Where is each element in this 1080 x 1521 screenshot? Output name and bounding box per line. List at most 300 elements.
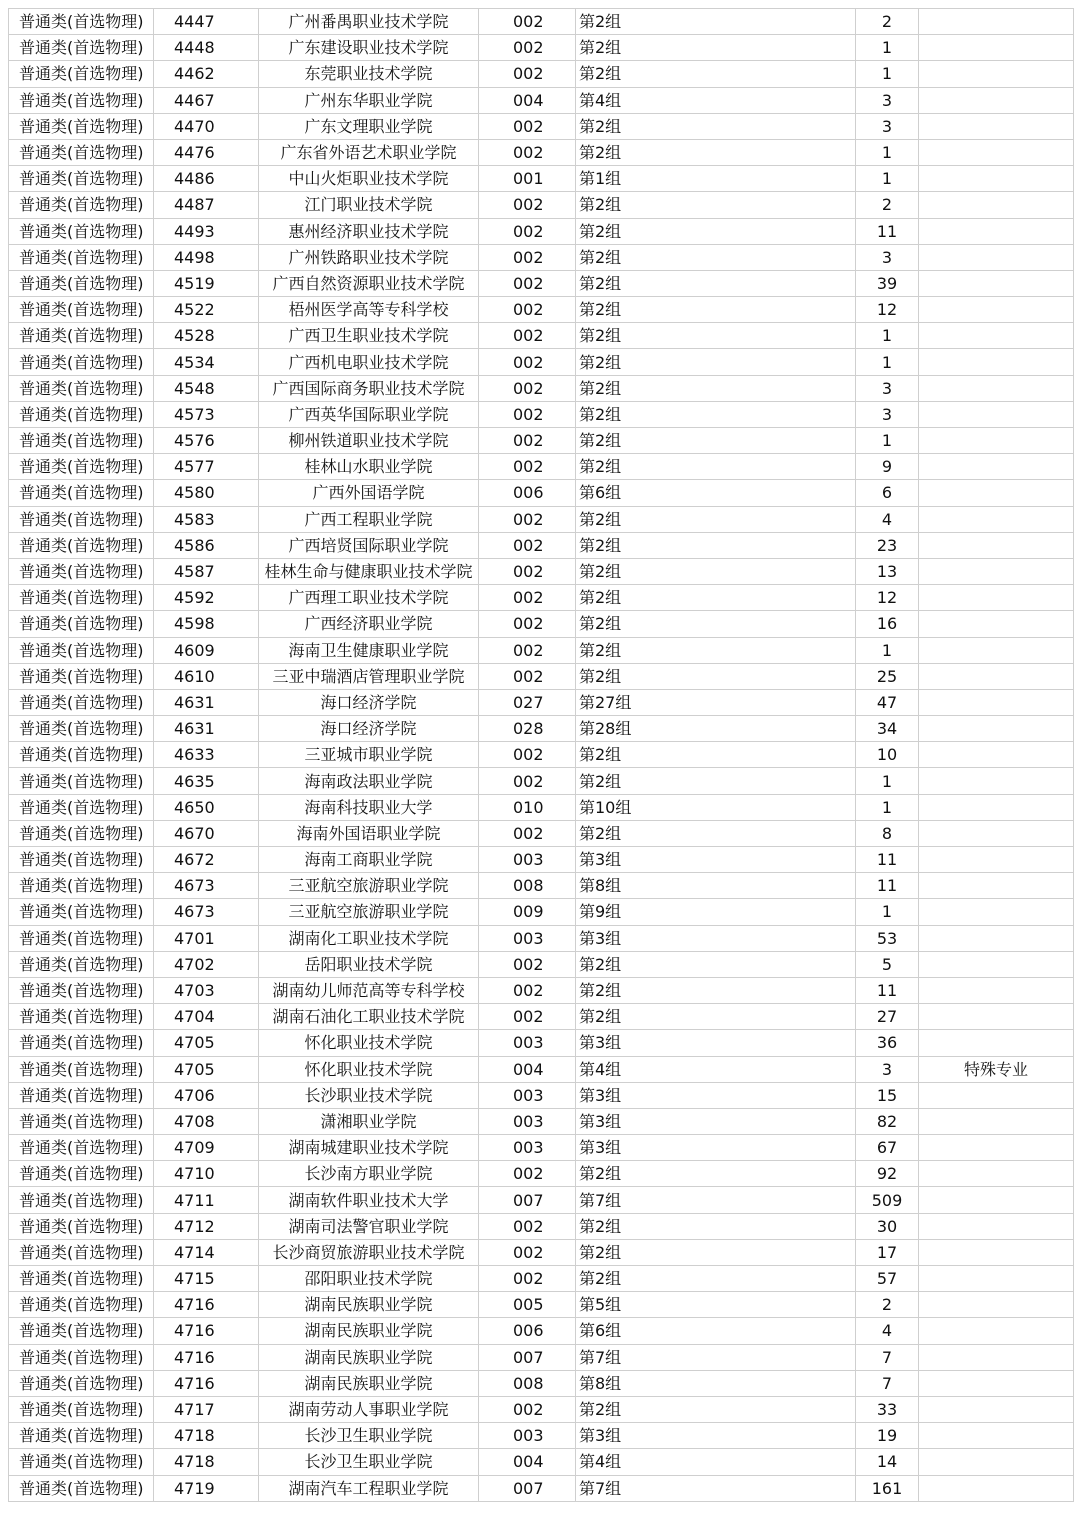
plan-count-cell: 4 xyxy=(856,506,919,532)
plan-count-cell: 19 xyxy=(856,1423,919,1449)
plan-count-cell: 3 xyxy=(856,87,919,113)
table-row xyxy=(9,1004,1074,1030)
school-code-cell: 4470 xyxy=(154,113,259,139)
school-name-cell: 广西理工职业技术学院 xyxy=(259,585,479,611)
group-code-cell: 028 xyxy=(479,716,576,742)
school-code-cell: 4548 xyxy=(154,375,259,401)
category-cell: 普通类(首选物理) xyxy=(9,1213,154,1239)
plan-count-cell: 3 xyxy=(856,244,919,270)
group-name-cell: 第2组 xyxy=(576,637,856,663)
school-name-cell: 湖南民族职业学院 xyxy=(259,1370,479,1396)
category-cell: 普通类(首选物理) xyxy=(9,585,154,611)
group-name-cell: 第5组 xyxy=(576,1292,856,1318)
group-name-cell: 第28组 xyxy=(576,716,856,742)
group-name-cell: 第4组 xyxy=(576,1056,856,1082)
school-name-cell: 广东省外语艺术职业学院 xyxy=(259,139,479,165)
group-code-cell: 002 xyxy=(479,1213,576,1239)
note-cell xyxy=(919,558,1074,584)
note-cell xyxy=(919,873,1074,899)
school-code-cell: 4583 xyxy=(154,506,259,532)
category-cell: 普通类(首选物理) xyxy=(9,9,154,35)
plan-count-cell: 39 xyxy=(856,270,919,296)
group-name-cell: 第2组 xyxy=(576,506,856,532)
school-code-cell: 4610 xyxy=(154,663,259,689)
table-row xyxy=(9,611,1074,637)
school-code-cell: 4493 xyxy=(154,218,259,244)
plan-count-cell: 1 xyxy=(856,323,919,349)
category-cell: 普通类(首选物理) xyxy=(9,1187,154,1213)
school-name-cell: 海南政法职业学院 xyxy=(259,768,479,794)
group-code-cell: 002 xyxy=(479,323,576,349)
group-name-cell: 第2组 xyxy=(576,9,856,35)
school-code-cell: 4462 xyxy=(154,61,259,87)
table-row xyxy=(9,113,1074,139)
note-cell xyxy=(919,1475,1074,1501)
note-cell xyxy=(919,87,1074,113)
plan-count-cell: 92 xyxy=(856,1161,919,1187)
group-name-cell: 第2组 xyxy=(576,218,856,244)
note-cell xyxy=(919,1108,1074,1134)
table-row xyxy=(9,977,1074,1003)
note-cell xyxy=(919,375,1074,401)
school-name-cell: 广州铁路职业技术学院 xyxy=(259,244,479,270)
group-code-cell: 007 xyxy=(479,1187,576,1213)
group-code-cell: 002 xyxy=(479,742,576,768)
category-cell: 普通类(首选物理) xyxy=(9,454,154,480)
note-cell xyxy=(919,977,1074,1003)
note-cell xyxy=(919,192,1074,218)
note-cell xyxy=(919,1135,1074,1161)
school-name-cell: 长沙商贸旅游职业技术学院 xyxy=(259,1239,479,1265)
table-row xyxy=(9,873,1074,899)
group-code-cell: 027 xyxy=(479,689,576,715)
group-code-cell: 002 xyxy=(479,9,576,35)
table-row xyxy=(9,1082,1074,1108)
group-name-cell: 第7组 xyxy=(576,1475,856,1501)
group-code-cell: 002 xyxy=(479,1239,576,1265)
school-code-cell: 4701 xyxy=(154,925,259,951)
plan-count-cell: 1 xyxy=(856,166,919,192)
group-name-cell: 第3组 xyxy=(576,925,856,951)
note-cell xyxy=(919,1266,1074,1292)
group-name-cell: 第9组 xyxy=(576,899,856,925)
school-code-cell: 4670 xyxy=(154,820,259,846)
school-code-cell: 4633 xyxy=(154,742,259,768)
group-code-cell: 003 xyxy=(479,1030,576,1056)
table-row xyxy=(9,899,1074,925)
group-code-cell: 003 xyxy=(479,1423,576,1449)
group-name-cell: 第2组 xyxy=(576,663,856,689)
spreadsheet xyxy=(8,8,1074,1502)
group-name-cell: 第2组 xyxy=(576,585,856,611)
table-row xyxy=(9,428,1074,454)
group-name-cell: 第2组 xyxy=(576,768,856,794)
school-name-cell: 湖南石油化工职业技术学院 xyxy=(259,1004,479,1030)
school-code-cell: 4598 xyxy=(154,611,259,637)
school-name-cell: 怀化职业技术学院 xyxy=(259,1030,479,1056)
group-name-cell: 第3组 xyxy=(576,1082,856,1108)
plan-count-cell: 23 xyxy=(856,532,919,558)
group-name-cell: 第2组 xyxy=(576,1161,856,1187)
school-name-cell: 广西卫生职业技术学院 xyxy=(259,323,479,349)
category-cell: 普通类(首选物理) xyxy=(9,480,154,506)
group-name-cell: 第2组 xyxy=(576,454,856,480)
group-code-cell: 002 xyxy=(479,585,576,611)
plan-count-cell: 11 xyxy=(856,847,919,873)
category-cell: 普通类(首选物理) xyxy=(9,1292,154,1318)
category-cell: 普通类(首选物理) xyxy=(9,244,154,270)
school-code-cell: 4673 xyxy=(154,873,259,899)
school-name-cell: 三亚航空旅游职业学院 xyxy=(259,899,479,925)
note-cell xyxy=(919,139,1074,165)
group-code-cell: 002 xyxy=(479,35,576,61)
school-name-cell: 湖南软件职业技术大学 xyxy=(259,1187,479,1213)
school-name-cell: 梧州医学高等专科学校 xyxy=(259,297,479,323)
school-code-cell: 4573 xyxy=(154,401,259,427)
group-name-cell: 第2组 xyxy=(576,192,856,218)
group-name-cell: 第2组 xyxy=(576,1213,856,1239)
table-row xyxy=(9,925,1074,951)
plan-count-cell: 34 xyxy=(856,716,919,742)
school-name-cell: 东莞职业技术学院 xyxy=(259,61,479,87)
table-body xyxy=(9,9,1074,1502)
table-row xyxy=(9,1266,1074,1292)
school-name-cell: 广东建设职业技术学院 xyxy=(259,35,479,61)
school-code-cell: 4717 xyxy=(154,1396,259,1422)
school-name-cell: 长沙卫生职业学院 xyxy=(259,1423,479,1449)
plan-count-cell: 161 xyxy=(856,1475,919,1501)
note-cell xyxy=(919,663,1074,689)
note-cell xyxy=(919,794,1074,820)
note-cell xyxy=(919,454,1074,480)
school-name-cell: 长沙卫生职业学院 xyxy=(259,1449,479,1475)
group-name-cell: 第3组 xyxy=(576,1030,856,1056)
group-code-cell: 003 xyxy=(479,1108,576,1134)
table-row xyxy=(9,558,1074,584)
school-name-cell: 湖南司法警官职业学院 xyxy=(259,1213,479,1239)
group-code-cell: 008 xyxy=(479,1370,576,1396)
school-code-cell: 4631 xyxy=(154,716,259,742)
category-cell: 普通类(首选物理) xyxy=(9,663,154,689)
table-row xyxy=(9,1292,1074,1318)
school-name-cell: 湖南幼儿师范高等专科学校 xyxy=(259,977,479,1003)
note-cell xyxy=(919,401,1074,427)
category-cell: 普通类(首选物理) xyxy=(9,1004,154,1030)
school-code-cell: 4716 xyxy=(154,1344,259,1370)
plan-count-cell: 3 xyxy=(856,1056,919,1082)
category-cell: 普通类(首选物理) xyxy=(9,1449,154,1475)
note-cell xyxy=(919,218,1074,244)
category-cell: 普通类(首选物理) xyxy=(9,637,154,663)
school-code-cell: 4719 xyxy=(154,1475,259,1501)
school-name-cell: 中山火炬职业技术学院 xyxy=(259,166,479,192)
school-name-cell: 怀化职业技术学院 xyxy=(259,1056,479,1082)
group-code-cell: 003 xyxy=(479,925,576,951)
school-name-cell: 广西培贤国际职业学院 xyxy=(259,532,479,558)
group-code-cell: 004 xyxy=(479,1056,576,1082)
plan-count-cell: 82 xyxy=(856,1108,919,1134)
table-row xyxy=(9,1449,1074,1475)
plan-count-cell: 27 xyxy=(856,1004,919,1030)
school-name-cell: 三亚城市职业学院 xyxy=(259,742,479,768)
school-name-cell: 广州东华职业学院 xyxy=(259,87,479,113)
plan-count-cell: 1 xyxy=(856,35,919,61)
group-name-cell: 第3组 xyxy=(576,847,856,873)
category-cell: 普通类(首选物理) xyxy=(9,1318,154,1344)
plan-count-cell: 14 xyxy=(856,1449,919,1475)
note-cell xyxy=(919,951,1074,977)
school-name-cell: 三亚中瑞酒店管理职业学院 xyxy=(259,663,479,689)
plan-count-cell: 2 xyxy=(856,1292,919,1318)
group-code-cell: 001 xyxy=(479,166,576,192)
school-name-cell: 桂林生命与健康职业技术学院 xyxy=(259,558,479,584)
plan-count-cell: 67 xyxy=(856,1135,919,1161)
table-row xyxy=(9,139,1074,165)
group-code-cell: 007 xyxy=(479,1344,576,1370)
school-name-cell: 广西经济职业学院 xyxy=(259,611,479,637)
school-name-cell: 海南卫生健康职业学院 xyxy=(259,637,479,663)
group-name-cell: 第8组 xyxy=(576,873,856,899)
note-cell xyxy=(919,847,1074,873)
group-name-cell: 第3组 xyxy=(576,1108,856,1134)
note-cell xyxy=(919,742,1074,768)
table-row xyxy=(9,87,1074,113)
note-cell xyxy=(919,113,1074,139)
school-code-cell: 4522 xyxy=(154,297,259,323)
note-cell xyxy=(919,1370,1074,1396)
group-name-cell: 第4组 xyxy=(576,87,856,113)
group-name-cell: 第4组 xyxy=(576,1449,856,1475)
group-code-cell: 010 xyxy=(479,794,576,820)
group-code-cell: 008 xyxy=(479,873,576,899)
note-cell xyxy=(919,166,1074,192)
school-code-cell: 4498 xyxy=(154,244,259,270)
group-code-cell: 002 xyxy=(479,506,576,532)
group-name-cell: 第6组 xyxy=(576,1318,856,1344)
plan-count-cell: 9 xyxy=(856,454,919,480)
category-cell: 普通类(首选物理) xyxy=(9,794,154,820)
school-name-cell: 柳州铁道职业技术学院 xyxy=(259,428,479,454)
school-code-cell: 4586 xyxy=(154,532,259,558)
table-row xyxy=(9,532,1074,558)
group-code-cell: 002 xyxy=(479,663,576,689)
school-code-cell: 4711 xyxy=(154,1187,259,1213)
table-row xyxy=(9,951,1074,977)
school-name-cell: 广西自然资源职业技术学院 xyxy=(259,270,479,296)
category-cell: 普通类(首选物理) xyxy=(9,113,154,139)
category-cell: 普通类(首选物理) xyxy=(9,139,154,165)
group-code-cell: 002 xyxy=(479,61,576,87)
group-name-cell: 第2组 xyxy=(576,375,856,401)
school-code-cell: 4609 xyxy=(154,637,259,663)
table-row xyxy=(9,35,1074,61)
note-cell xyxy=(919,297,1074,323)
group-code-cell: 002 xyxy=(479,454,576,480)
school-code-cell: 4650 xyxy=(154,794,259,820)
note-cell xyxy=(919,689,1074,715)
group-code-cell: 002 xyxy=(479,113,576,139)
table-row xyxy=(9,768,1074,794)
category-cell: 普通类(首选物理) xyxy=(9,1161,154,1187)
group-code-cell: 002 xyxy=(479,270,576,296)
school-name-cell: 湖南汽车工程职业学院 xyxy=(259,1475,479,1501)
group-code-cell: 004 xyxy=(479,1449,576,1475)
note-cell xyxy=(919,323,1074,349)
table-row xyxy=(9,1108,1074,1134)
plan-count-cell: 1 xyxy=(856,899,919,925)
note-cell xyxy=(919,1292,1074,1318)
school-name-cell: 长沙南方职业学院 xyxy=(259,1161,479,1187)
group-name-cell: 第2组 xyxy=(576,270,856,296)
group-code-cell: 002 xyxy=(479,1004,576,1030)
note-cell xyxy=(919,1161,1074,1187)
table-row xyxy=(9,454,1074,480)
school-name-cell: 湖南城建职业技术学院 xyxy=(259,1135,479,1161)
table-row xyxy=(9,218,1074,244)
group-name-cell: 第2组 xyxy=(576,297,856,323)
note-cell xyxy=(919,35,1074,61)
group-name-cell: 第2组 xyxy=(576,611,856,637)
school-code-cell: 4576 xyxy=(154,428,259,454)
category-cell: 普通类(首选物理) xyxy=(9,401,154,427)
plan-count-cell: 2 xyxy=(856,9,919,35)
school-code-cell: 4712 xyxy=(154,1213,259,1239)
table-row xyxy=(9,297,1074,323)
category-cell: 普通类(首选物理) xyxy=(9,977,154,1003)
school-code-cell: 4673 xyxy=(154,899,259,925)
category-cell: 普通类(首选物理) xyxy=(9,1266,154,1292)
plan-count-cell: 1 xyxy=(856,768,919,794)
category-cell: 普通类(首选物理) xyxy=(9,768,154,794)
plan-count-cell: 57 xyxy=(856,1266,919,1292)
note-cell xyxy=(919,1187,1074,1213)
school-code-cell: 4708 xyxy=(154,1108,259,1134)
school-name-cell: 广东文理职业学院 xyxy=(259,113,479,139)
group-code-cell: 003 xyxy=(479,1135,576,1161)
table-row xyxy=(9,1187,1074,1213)
group-name-cell: 第2组 xyxy=(576,558,856,584)
table-row xyxy=(9,61,1074,87)
note-cell xyxy=(919,506,1074,532)
note-cell xyxy=(919,1449,1074,1475)
school-name-cell: 湖南民族职业学院 xyxy=(259,1344,479,1370)
table-row xyxy=(9,244,1074,270)
school-code-cell: 4592 xyxy=(154,585,259,611)
category-cell: 普通类(首选物理) xyxy=(9,1239,154,1265)
note-cell xyxy=(919,349,1074,375)
category-cell: 普通类(首选物理) xyxy=(9,428,154,454)
group-name-cell: 第2组 xyxy=(576,742,856,768)
plan-count-cell: 17 xyxy=(856,1239,919,1265)
category-cell: 普通类(首选物理) xyxy=(9,532,154,558)
group-name-cell: 第2组 xyxy=(576,349,856,375)
plan-count-cell: 3 xyxy=(856,375,919,401)
category-cell: 普通类(首选物理) xyxy=(9,925,154,951)
group-code-cell: 002 xyxy=(479,1396,576,1422)
group-code-cell: 002 xyxy=(479,349,576,375)
plan-count-cell: 509 xyxy=(856,1187,919,1213)
table-row xyxy=(9,1344,1074,1370)
plan-count-cell: 11 xyxy=(856,977,919,1003)
group-name-cell: 第2组 xyxy=(576,820,856,846)
group-code-cell: 006 xyxy=(479,480,576,506)
category-cell: 普通类(首选物理) xyxy=(9,1135,154,1161)
note-cell: 特殊专业 xyxy=(919,1056,1074,1082)
table-row xyxy=(9,1318,1074,1344)
school-code-cell: 4709 xyxy=(154,1135,259,1161)
category-cell: 普通类(首选物理) xyxy=(9,1396,154,1422)
plan-count-cell: 15 xyxy=(856,1082,919,1108)
school-code-cell: 4476 xyxy=(154,139,259,165)
category-cell: 普通类(首选物理) xyxy=(9,270,154,296)
school-code-cell: 4486 xyxy=(154,166,259,192)
plan-count-cell: 1 xyxy=(856,794,919,820)
category-cell: 普通类(首选物理) xyxy=(9,1082,154,1108)
school-name-cell: 广州番禺职业技术学院 xyxy=(259,9,479,35)
category-cell: 普通类(首选物理) xyxy=(9,1344,154,1370)
school-name-cell: 广西机电职业技术学院 xyxy=(259,349,479,375)
group-code-cell: 002 xyxy=(479,192,576,218)
table-row xyxy=(9,1475,1074,1501)
group-code-cell: 002 xyxy=(479,375,576,401)
group-code-cell: 002 xyxy=(479,1161,576,1187)
plan-count-cell: 8 xyxy=(856,820,919,846)
group-code-cell: 002 xyxy=(479,401,576,427)
note-cell xyxy=(919,1239,1074,1265)
category-cell: 普通类(首选物理) xyxy=(9,689,154,715)
table-row xyxy=(9,375,1074,401)
category-cell: 普通类(首选物理) xyxy=(9,1423,154,1449)
school-name-cell: 邵阳职业技术学院 xyxy=(259,1266,479,1292)
group-code-cell: 002 xyxy=(479,244,576,270)
table-row xyxy=(9,716,1074,742)
plan-count-cell: 33 xyxy=(856,1396,919,1422)
table-row xyxy=(9,270,1074,296)
table-row xyxy=(9,480,1074,506)
group-code-cell: 002 xyxy=(479,637,576,663)
category-cell: 普通类(首选物理) xyxy=(9,558,154,584)
plan-count-cell: 1 xyxy=(856,637,919,663)
note-cell xyxy=(919,428,1074,454)
note-cell xyxy=(919,1318,1074,1344)
table-row xyxy=(9,689,1074,715)
note-cell xyxy=(919,480,1074,506)
school-name-cell: 湖南化工职业技术学院 xyxy=(259,925,479,951)
school-code-cell: 4635 xyxy=(154,768,259,794)
group-code-cell: 002 xyxy=(479,218,576,244)
note-cell xyxy=(919,532,1074,558)
note-cell xyxy=(919,270,1074,296)
school-code-cell: 4718 xyxy=(154,1423,259,1449)
table-row xyxy=(9,637,1074,663)
note-cell xyxy=(919,1030,1074,1056)
school-name-cell: 三亚航空旅游职业学院 xyxy=(259,873,479,899)
group-name-cell: 第2组 xyxy=(576,35,856,61)
plan-count-cell: 11 xyxy=(856,218,919,244)
school-name-cell: 海口经济学院 xyxy=(259,689,479,715)
group-code-cell: 003 xyxy=(479,847,576,873)
school-code-cell: 4716 xyxy=(154,1292,259,1318)
group-name-cell: 第2组 xyxy=(576,951,856,977)
category-cell: 普通类(首选物理) xyxy=(9,61,154,87)
group-name-cell: 第2组 xyxy=(576,113,856,139)
category-cell: 普通类(首选物理) xyxy=(9,899,154,925)
note-cell xyxy=(919,820,1074,846)
plan-count-cell: 7 xyxy=(856,1370,919,1396)
school-name-cell: 海南工商职业学院 xyxy=(259,847,479,873)
group-code-cell: 003 xyxy=(479,1082,576,1108)
note-cell xyxy=(919,61,1074,87)
